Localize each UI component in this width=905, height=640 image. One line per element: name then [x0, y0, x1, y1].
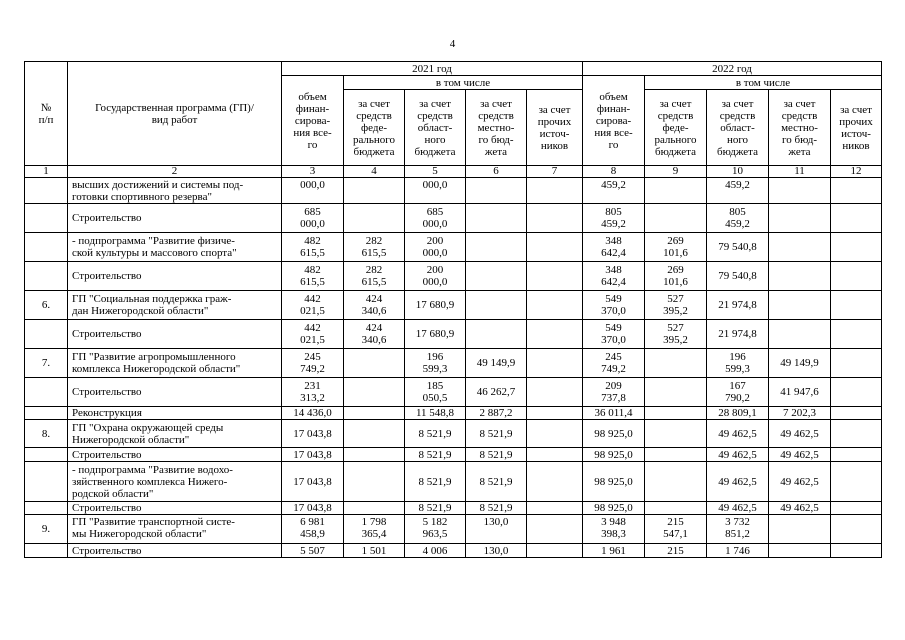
cell-c10: 805 459,2	[707, 204, 769, 233]
cell-c6	[466, 178, 527, 204]
header-including-2021: в том числе	[344, 76, 583, 90]
cell-c9: 269 101,6	[645, 233, 707, 262]
header-year-2021: 2021 год	[282, 62, 583, 76]
cell-c8: 245 749,2	[583, 349, 645, 378]
cell-c3: 231 313,2	[282, 378, 344, 407]
cell-c11	[769, 320, 831, 349]
cell-c9: 269 101,6	[645, 262, 707, 291]
cell-c4: 424 340,6	[344, 291, 405, 320]
cell-c9	[645, 462, 707, 502]
cell-c3: 482 615,5	[282, 233, 344, 262]
cell-c10: 459,2	[707, 178, 769, 204]
cell-c3: 245 749,2	[282, 349, 344, 378]
cell-c9: 527 395,2	[645, 291, 707, 320]
cell-c9: 215 547,1	[645, 515, 707, 544]
column-number: 12	[831, 166, 882, 178]
cell-c9	[645, 349, 707, 378]
cell-c4: 282 615,5	[344, 262, 405, 291]
cell-c4	[344, 204, 405, 233]
row-number	[25, 544, 68, 558]
row-number	[25, 378, 68, 407]
cell-c5: 200 000,0	[405, 233, 466, 262]
column-numbers-row	[25, 166, 882, 178]
cell-c6	[466, 291, 527, 320]
cell-c3: 685 000,0	[282, 204, 344, 233]
table-row	[25, 233, 882, 262]
header-volume-2021: объем финан- сирова- ния все- го	[282, 76, 344, 166]
cell-c10: 21 974,8	[707, 320, 769, 349]
cell-c11: 41 947,6	[769, 378, 831, 407]
cell-c8: 459,2	[583, 178, 645, 204]
cell-c8: 549 370,0	[583, 320, 645, 349]
cell-c7	[527, 462, 583, 502]
row-name: ГП "Социальная поддержка граж- дан Нижегородской области"	[68, 291, 282, 320]
cell-c3: 6 981 458,9	[282, 515, 344, 544]
cell-c4	[344, 178, 405, 204]
cell-c7	[527, 291, 583, 320]
table-row	[25, 378, 882, 407]
cell-c8: 98 925,0	[583, 448, 645, 462]
row-number: 6.	[25, 291, 68, 320]
header-other-2021: за счет прочих источ- ников	[527, 90, 583, 166]
cell-c4	[344, 502, 405, 515]
column-number: 8	[583, 166, 645, 178]
cell-c3: 000,0	[282, 178, 344, 204]
header-federal-2022: за счет средств феде- рального бюджета	[645, 90, 707, 166]
cell-c11: 49 462,5	[769, 462, 831, 502]
cell-c6	[466, 320, 527, 349]
cell-c3: 17 043,8	[282, 448, 344, 462]
cell-c4	[344, 448, 405, 462]
cell-c12	[831, 233, 882, 262]
cell-c12	[831, 502, 882, 515]
cell-c7	[527, 178, 583, 204]
cell-c3: 442 021,5	[282, 320, 344, 349]
cell-c12	[831, 178, 882, 204]
cell-c12	[831, 420, 882, 448]
cell-c5: 200 000,0	[405, 262, 466, 291]
cell-c4: 424 340,6	[344, 320, 405, 349]
cell-c7	[527, 320, 583, 349]
cell-c3: 442 021,5	[282, 291, 344, 320]
cell-c3: 14 436,0	[282, 407, 344, 420]
cell-c10: 3 732 851,2	[707, 515, 769, 544]
cell-c6	[466, 204, 527, 233]
row-name: - подпрограмма "Развитие водохо- зяйственного комплекса Нижего- родской области"	[68, 462, 282, 502]
table-row	[25, 320, 882, 349]
cell-c9	[645, 448, 707, 462]
column-number: 7	[527, 166, 583, 178]
cell-c4	[344, 349, 405, 378]
cell-c8: 348 642,4	[583, 262, 645, 291]
cell-c11	[769, 233, 831, 262]
cell-c12	[831, 407, 882, 420]
cell-c6: 130,0	[466, 544, 527, 558]
row-number	[25, 262, 68, 291]
cell-c5: 5 182 963,5	[405, 515, 466, 544]
cell-c5: 8 521,9	[405, 420, 466, 448]
row-name: Строительство	[68, 544, 282, 558]
cell-c11: 49 462,5	[769, 420, 831, 448]
cell-c8: 209 737,8	[583, 378, 645, 407]
cell-c4	[344, 407, 405, 420]
cell-c7	[527, 407, 583, 420]
cell-c7	[527, 544, 583, 558]
cell-c3: 17 043,8	[282, 420, 344, 448]
table-row	[25, 204, 882, 233]
cell-c11	[769, 262, 831, 291]
table-row	[25, 515, 882, 544]
cell-c12	[831, 349, 882, 378]
cell-c8: 1 961	[583, 544, 645, 558]
header-federal-2021: за счет средств феде- рального бюджета	[344, 90, 405, 166]
cell-c10: 21 974,8	[707, 291, 769, 320]
cell-c9	[645, 420, 707, 448]
cell-c3: 17 043,8	[282, 502, 344, 515]
table-row	[25, 462, 882, 502]
row-number: 7.	[25, 349, 68, 378]
cell-c7	[527, 349, 583, 378]
page-number: 4	[449, 38, 456, 50]
table-row	[25, 544, 882, 558]
cell-c4: 1 501	[344, 544, 405, 558]
row-name: Строительство	[68, 204, 282, 233]
cell-c6	[466, 233, 527, 262]
cell-c7	[527, 515, 583, 544]
table-row	[25, 291, 882, 320]
cell-c10: 1 746	[707, 544, 769, 558]
cell-c12	[831, 448, 882, 462]
row-name: Реконструкция	[68, 407, 282, 420]
cell-c7	[527, 204, 583, 233]
cell-c5: 4 006	[405, 544, 466, 558]
cell-c9: 527 395,2	[645, 320, 707, 349]
cell-c4: 282 615,5	[344, 233, 405, 262]
cell-c3: 17 043,8	[282, 462, 344, 502]
row-number	[25, 407, 68, 420]
cell-c10: 49 462,5	[707, 502, 769, 515]
cell-c5: 185 050,5	[405, 378, 466, 407]
cell-c10: 79 540,8	[707, 262, 769, 291]
cell-c8: 348 642,4	[583, 233, 645, 262]
cell-c8: 36 011,4	[583, 407, 645, 420]
cell-c12	[831, 515, 882, 544]
cell-c12	[831, 320, 882, 349]
cell-c3: 482 615,5	[282, 262, 344, 291]
cell-c7	[527, 502, 583, 515]
cell-c9	[645, 407, 707, 420]
table-row	[25, 178, 882, 204]
cell-c5: 17 680,9	[405, 291, 466, 320]
cell-c8: 3 948 398,3	[583, 515, 645, 544]
cell-c5: 8 521,9	[405, 502, 466, 515]
table-row	[25, 448, 882, 462]
cell-c12	[831, 462, 882, 502]
row-number	[25, 204, 68, 233]
row-name: ГП "Охрана окружающей среды Нижегородской области"	[68, 420, 282, 448]
cell-c5: 8 521,9	[405, 462, 466, 502]
cell-c12	[831, 378, 882, 407]
financing-table	[24, 61, 882, 558]
cell-c5: 000,0	[405, 178, 466, 204]
cell-c6: 8 521,9	[466, 420, 527, 448]
cell-c11: 7 202,3	[769, 407, 831, 420]
cell-c12	[831, 262, 882, 291]
cell-c7	[527, 420, 583, 448]
row-name: Строительство	[68, 320, 282, 349]
row-number	[25, 462, 68, 502]
cell-c4	[344, 420, 405, 448]
header-other-2022: за счет прочих источ- ников	[831, 90, 882, 166]
cell-c11	[769, 515, 831, 544]
header-local-2021: за счет средств местно- го бюд- жета	[466, 90, 527, 166]
table-row	[25, 502, 882, 515]
row-number	[25, 233, 68, 262]
row-number: 9.	[25, 515, 68, 544]
column-number: 4	[344, 166, 405, 178]
column-number: 1	[25, 166, 68, 178]
cell-c6: 8 521,9	[466, 462, 527, 502]
cell-c7	[527, 448, 583, 462]
cell-c6: 2 887,2	[466, 407, 527, 420]
cell-c8: 549 370,0	[583, 291, 645, 320]
header-number: № п/п	[25, 62, 68, 166]
cell-c5: 11 548,8	[405, 407, 466, 420]
cell-c9: 215	[645, 544, 707, 558]
cell-c6: 46 262,7	[466, 378, 527, 407]
table-row	[25, 349, 882, 378]
column-number: 9	[645, 166, 707, 178]
cell-c6: 49 149,9	[466, 349, 527, 378]
header-year-2022: 2022 год	[583, 62, 882, 76]
header-program: Государственная программа (ГП)/ вид работ	[68, 62, 282, 166]
cell-c6: 8 521,9	[466, 448, 527, 462]
cell-c5: 17 680,9	[405, 320, 466, 349]
cell-c12	[831, 204, 882, 233]
column-number: 5	[405, 166, 466, 178]
cell-c9	[645, 178, 707, 204]
cell-c6: 130,0	[466, 515, 527, 544]
cell-c8: 98 925,0	[583, 420, 645, 448]
column-number: 2	[68, 166, 282, 178]
cell-c10: 28 809,1	[707, 407, 769, 420]
cell-c5: 8 521,9	[405, 448, 466, 462]
cell-c9	[645, 378, 707, 407]
table-row	[25, 262, 882, 291]
cell-c9	[645, 204, 707, 233]
cell-c6	[466, 262, 527, 291]
header-local-2022: за счет средств местно- го бюд- жета	[769, 90, 831, 166]
header-including-2022: в том числе	[645, 76, 882, 90]
table-row	[25, 420, 882, 448]
column-number: 11	[769, 166, 831, 178]
cell-c11	[769, 178, 831, 204]
row-name: высших достижений и системы под- готовки спортивного резерва"	[68, 178, 282, 204]
row-name: Строительство	[68, 448, 282, 462]
row-number	[25, 448, 68, 462]
row-number	[25, 178, 68, 204]
cell-c3: 5 507	[282, 544, 344, 558]
cell-c7	[527, 262, 583, 291]
cell-c11: 49 149,9	[769, 349, 831, 378]
cell-c10: 49 462,5	[707, 420, 769, 448]
cell-c4	[344, 462, 405, 502]
cell-c7	[527, 378, 583, 407]
cell-c11: 49 462,5	[769, 448, 831, 462]
cell-c4: 1 798 365,4	[344, 515, 405, 544]
row-name: ГП "Развитие агропромышленного комплекса Нижегородской области"	[68, 349, 282, 378]
cell-c4	[344, 378, 405, 407]
header-volume-2022: объем финан- сирова- ния все- го	[583, 76, 645, 166]
cell-c12	[831, 291, 882, 320]
row-name: - подпрограмма "Развитие физиче- ской культуры и массового спорта"	[68, 233, 282, 262]
cell-c5: 196 599,3	[405, 349, 466, 378]
cell-c11	[769, 204, 831, 233]
row-number	[25, 320, 68, 349]
cell-c10: 167 790,2	[707, 378, 769, 407]
cell-c10: 196 599,3	[707, 349, 769, 378]
cell-c8: 805 459,2	[583, 204, 645, 233]
row-number: 8.	[25, 420, 68, 448]
cell-c11	[769, 544, 831, 558]
cell-c10: 79 540,8	[707, 233, 769, 262]
row-name: Строительство	[68, 502, 282, 515]
column-number: 3	[282, 166, 344, 178]
cell-c10: 49 462,5	[707, 448, 769, 462]
row-name: ГП "Развитие транспортной систе- мы Нижегородской области"	[68, 515, 282, 544]
cell-c11	[769, 291, 831, 320]
column-number: 6	[466, 166, 527, 178]
cell-c8: 98 925,0	[583, 502, 645, 515]
row-number	[25, 502, 68, 515]
row-name: Строительство	[68, 378, 282, 407]
cell-c6: 8 521,9	[466, 502, 527, 515]
cell-c7	[527, 233, 583, 262]
header-regional-2021: за счет средств област- ного бюджета	[405, 90, 466, 166]
cell-c8: 98 925,0	[583, 462, 645, 502]
table-row	[25, 407, 882, 420]
row-name: Строительство	[68, 262, 282, 291]
cell-c10: 49 462,5	[707, 462, 769, 502]
cell-c12	[831, 544, 882, 558]
cell-c9	[645, 502, 707, 515]
cell-c5: 685 000,0	[405, 204, 466, 233]
column-number: 10	[707, 166, 769, 178]
cell-c11: 49 462,5	[769, 502, 831, 515]
header-regional-2022: за счет средств област- ного бюджета	[707, 90, 769, 166]
